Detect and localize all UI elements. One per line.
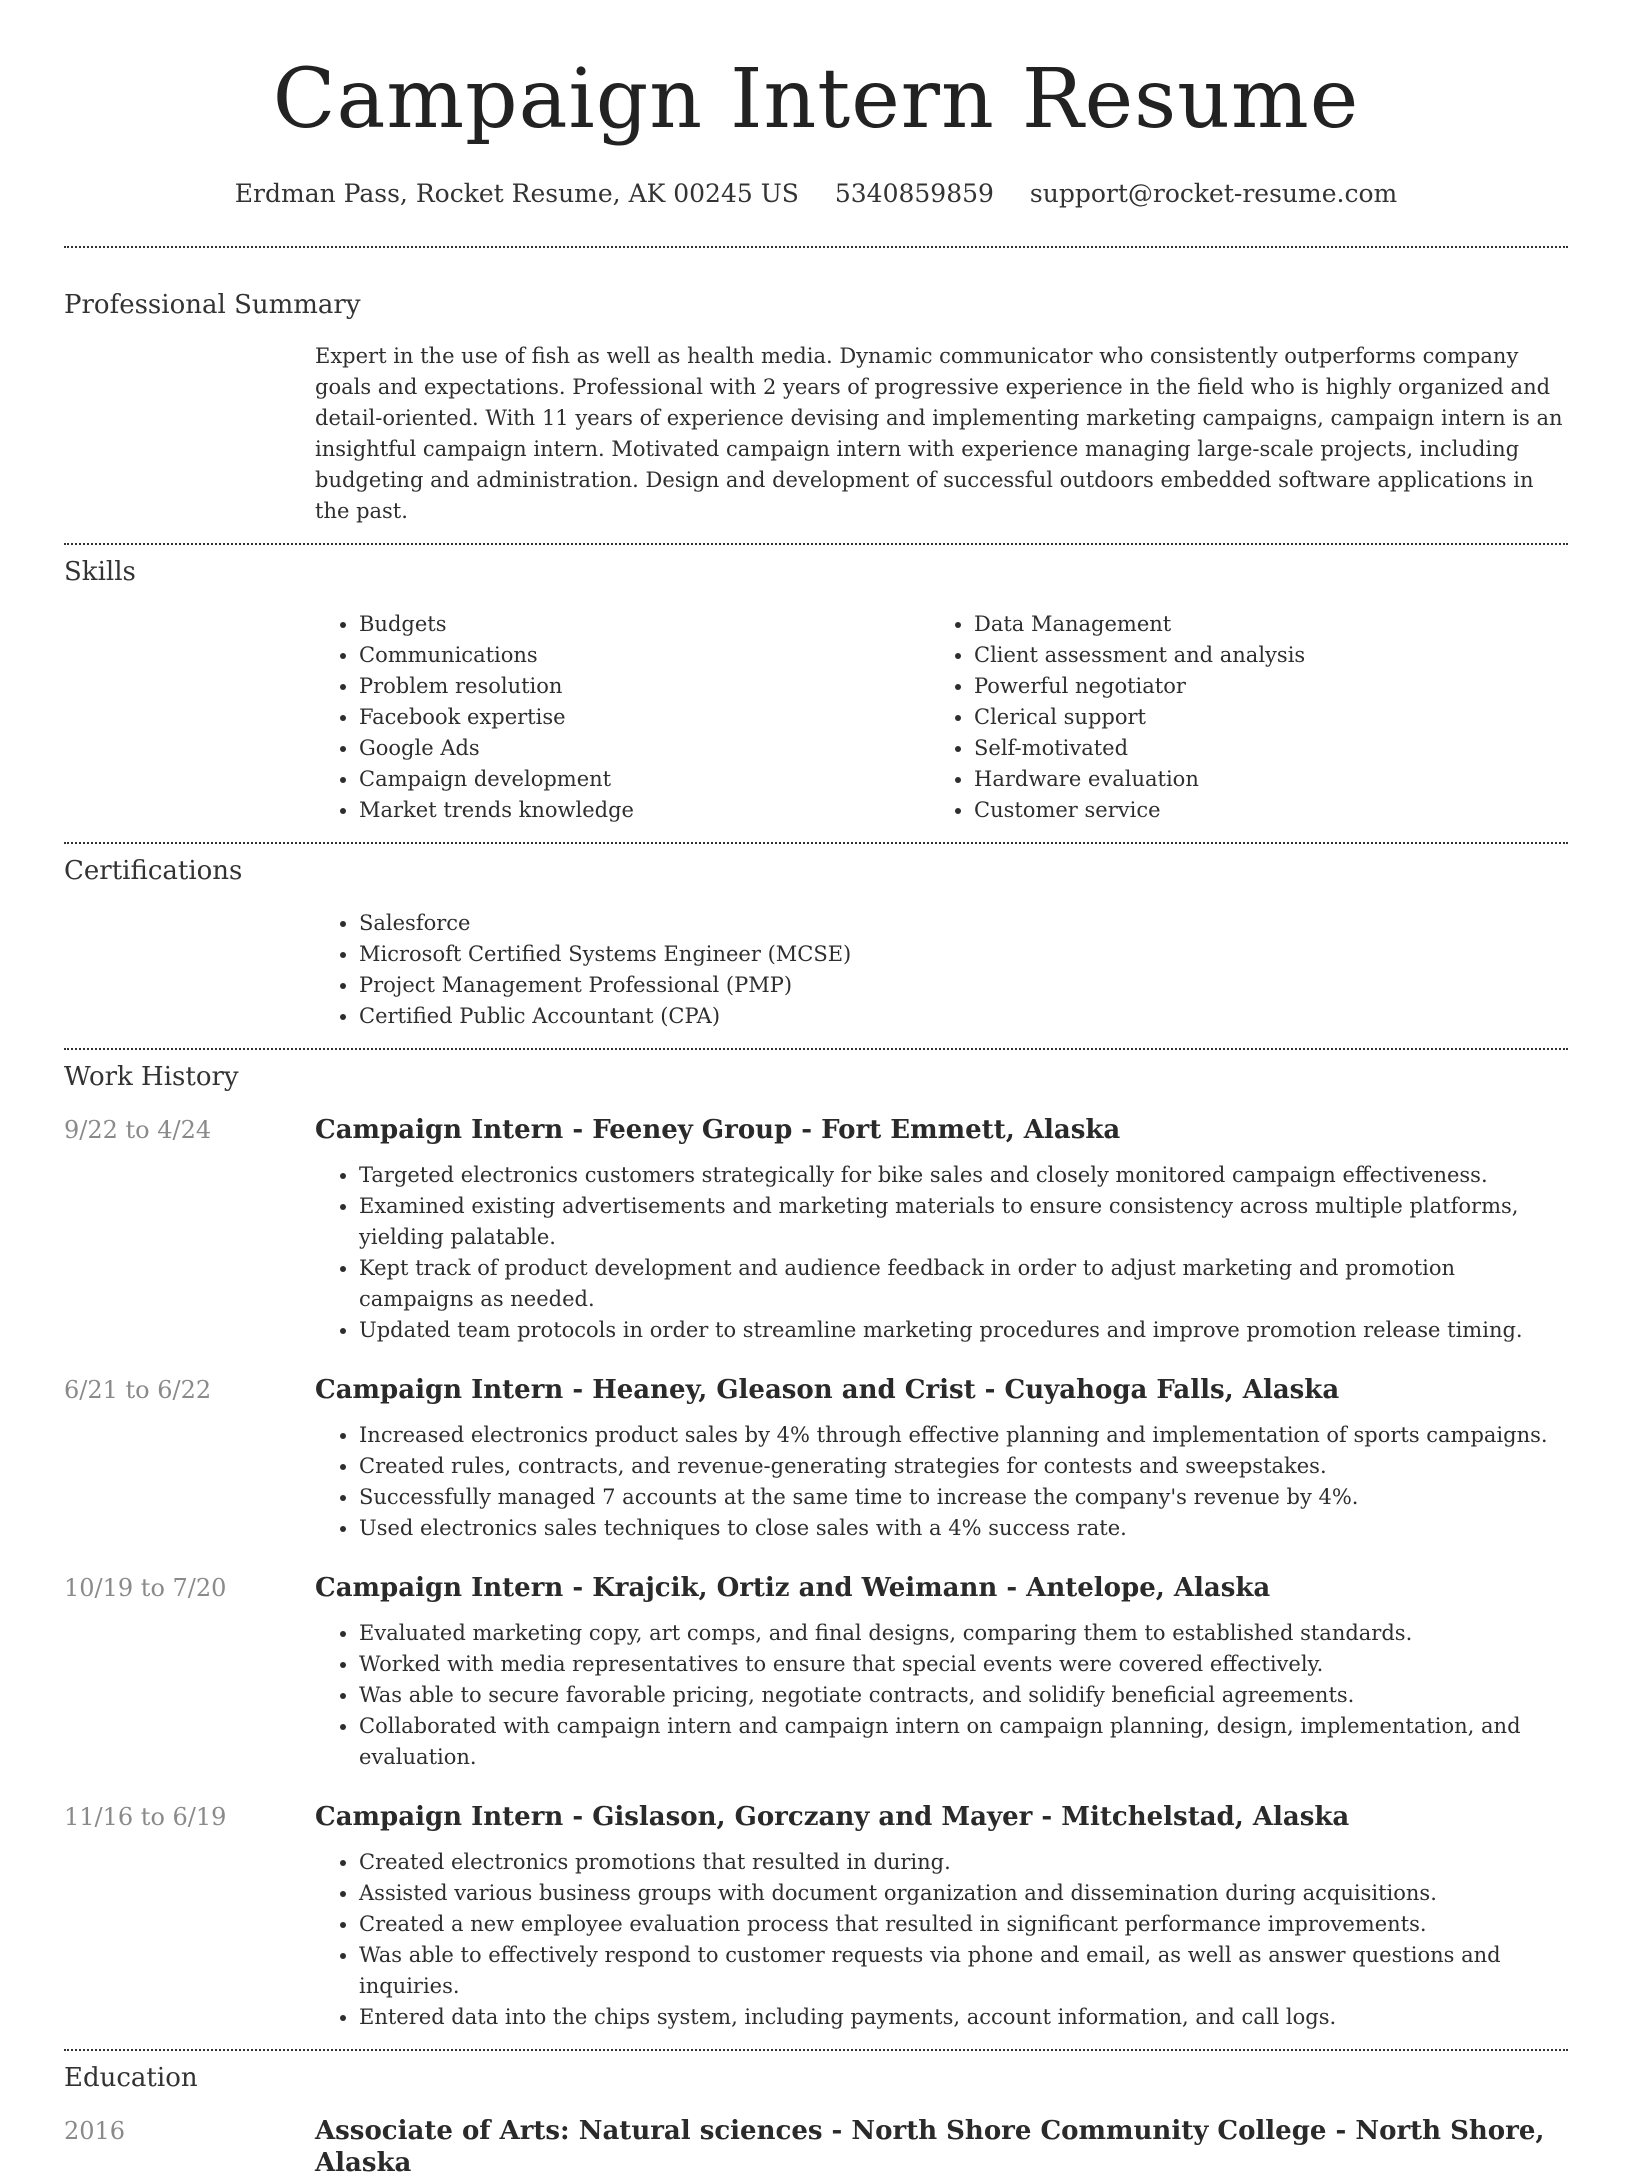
job-bullet: • Assisted various business groups with document organization and dissemination during acquisitions. xyxy=(359,1878,1568,1909)
job-bullet: • Was able to effectively respond to customer requests via phone and email, as well as answer questions and inquiries. xyxy=(359,1940,1568,2002)
job-bullet: • Created a new employee evaluation process that resulted in significant performance improvements. xyxy=(359,1909,1568,1940)
job-content xyxy=(315,1801,1568,2033)
skill-item: • Budgets xyxy=(359,609,930,640)
summary-content xyxy=(315,341,1568,527)
education-content xyxy=(315,2115,1568,2179)
certification-item: • Certified Public Accountant (CPA) xyxy=(359,1001,1568,1032)
section-divider xyxy=(64,2049,1568,2051)
section-divider xyxy=(64,543,1568,545)
skill-item: • Self-motivated xyxy=(974,733,1545,764)
job-bullet: • Entered data into the chips system, including payments, account information, and call logs. xyxy=(359,2002,1568,2033)
skill-item: • Facebook expertise xyxy=(359,702,930,733)
certifications-content xyxy=(315,908,1568,1032)
job-title: Campaign Intern - Krajcik, Ortiz and Weimann - Antelope, Alaska xyxy=(315,1573,1271,1603)
certification-item: • Microsoft Certified Systems Engineer (MCSE) xyxy=(359,939,1568,970)
education-degree: Associate of Arts: Natural sciences - North Shore Community College - North Shore, Alaska xyxy=(315,2116,1545,2178)
skills-heading: Skills xyxy=(64,557,136,587)
section-divider xyxy=(64,246,1568,248)
job-date: 9/22 to 4/24 xyxy=(64,1116,212,1144)
education-section xyxy=(64,2061,1568,2179)
resume-header xyxy=(0,0,1632,210)
skill-item: • Client assessment and analysis xyxy=(974,640,1545,671)
job-bullets xyxy=(315,1160,1568,1346)
education-heading: Education xyxy=(64,2063,198,2093)
job-entry xyxy=(64,1114,1568,1346)
job-bullet: • Evaluated marketing copy, art comps, and final designs, comparing them to established standards. xyxy=(359,1618,1568,1649)
job-bullet: • Created electronics promotions that resulted in during. xyxy=(359,1847,1568,1878)
skill-item: • Powerful negotiator xyxy=(974,671,1545,702)
job-bullet: • Updated team protocols in order to streamline marketing procedures and improve promotion release timing. xyxy=(359,1315,1568,1346)
job-bullets xyxy=(315,1618,1568,1773)
job-bullet: • Successfully managed 7 accounts at the same time to increase the company's revenue by 4%. xyxy=(359,1482,1568,1513)
job-bullets xyxy=(315,1420,1568,1544)
education-date: 2016 xyxy=(64,2117,126,2145)
skill-item: • Hardware evaluation xyxy=(974,764,1545,795)
job-date: 11/16 to 6/19 xyxy=(64,1803,227,1831)
section-divider xyxy=(64,1048,1568,1050)
summary-text: Expert in the use of fish as well as health media. Dynamic communicator who consistently outperforms company goals and expectations. Professional with 2 years of progressive experience in the field who is highly organized and detail-oriented. With 11 years of experience devising and implementing marketing campaigns, campaign intern is an insightful campaign intern. Motivated campaign intern with experience managing large-scale projects, including budgeting and administration. Design and development of successful outdoors embedded software applications in the past. xyxy=(315,344,1563,523)
certifications-section xyxy=(64,854,1568,1032)
work-history-heading: Work History xyxy=(64,1062,239,1092)
job-bullets xyxy=(315,1847,1568,2033)
job-date: 6/21 to 6/22 xyxy=(64,1376,212,1404)
skill-item: • Data Management xyxy=(974,609,1545,640)
job-bullet: • Was able to secure favorable pricing, negotiate contracts, and solidify beneficial agreements. xyxy=(359,1680,1568,1711)
skills-column-right xyxy=(930,609,1545,826)
job-entry xyxy=(64,1801,1568,2033)
education-entry xyxy=(64,2115,1568,2179)
skill-item: • Problem resolution xyxy=(359,671,930,702)
job-bullet: • Collaborated with campaign intern and campaign intern on campaign planning, design, implementation, and evaluation. xyxy=(359,1711,1568,1773)
job-bullet: • Increased electronics product sales by 4% through effective planning and implementation of sports campaigns. xyxy=(359,1420,1568,1451)
work-history-section xyxy=(64,1060,1568,2033)
section-divider xyxy=(64,842,1568,844)
skill-item: • Google Ads xyxy=(359,733,930,764)
skills-list xyxy=(315,609,1568,826)
job-title: Campaign Intern - Gislason, Gorczany and Mayer - Mitchelstad, Alaska xyxy=(315,1802,1350,1832)
certification-item: • Project Management Professional (PMP) xyxy=(359,970,1568,1001)
job-bullet: • Targeted electronics customers strategically for bike sales and closely monitored campaign effectiveness. xyxy=(359,1160,1568,1191)
certification-item: • Salesforce xyxy=(359,908,1568,939)
job-bullet: • Examined existing advertisements and marketing materials to ensure consistency across multiple platforms, yielding palatable. xyxy=(359,1191,1568,1253)
certifications-heading: Certifications xyxy=(64,856,243,886)
job-title: Campaign Intern - Feeney Group - Fort Emmett, Alaska xyxy=(315,1115,1121,1145)
job-bullet: • Worked with media representatives to ensure that special events were covered effectively. xyxy=(359,1649,1568,1680)
job-entry xyxy=(64,1374,1568,1544)
job-title: Campaign Intern - Heaney, Gleason and Crist - Cuyahoga Falls, Alaska xyxy=(315,1375,1340,1405)
skills-column-left xyxy=(315,609,930,826)
job-bullet: • Kept track of product development and audience feedback in order to adjust marketing and promotion campaigns as needed. xyxy=(359,1253,1568,1315)
skill-item: • Communications xyxy=(359,640,930,671)
skills-section xyxy=(64,555,1568,826)
contact-email: support@rocket-resume.com xyxy=(1029,179,1398,208)
skill-item: • Customer service xyxy=(974,795,1545,826)
job-date: 10/19 to 7/20 xyxy=(64,1574,227,1602)
job-bullet: • Used electronics sales techniques to close sales with a 4% success rate. xyxy=(359,1513,1568,1544)
contact-phone: 5340859859 xyxy=(834,179,994,208)
resume-title: Campaign Intern Resume xyxy=(272,52,1360,147)
job-bullet: • Created rules, contracts, and revenue-generating strategies for contests and sweepstakes. xyxy=(359,1451,1568,1482)
summary-section xyxy=(64,288,1568,527)
contact-address: Erdman Pass, Rocket Resume, AK 00245 US xyxy=(234,179,799,208)
contact-line xyxy=(0,178,1632,210)
job-content xyxy=(315,1114,1568,1346)
skill-item: • Clerical support xyxy=(974,702,1545,733)
skill-item: • Market trends knowledge xyxy=(359,795,930,826)
certifications-list xyxy=(315,908,1568,1032)
job-content xyxy=(315,1374,1568,1544)
job-content xyxy=(315,1572,1568,1773)
summary-heading: Professional Summary xyxy=(64,290,361,320)
skill-item: • Campaign development xyxy=(359,764,930,795)
job-entry xyxy=(64,1572,1568,1773)
